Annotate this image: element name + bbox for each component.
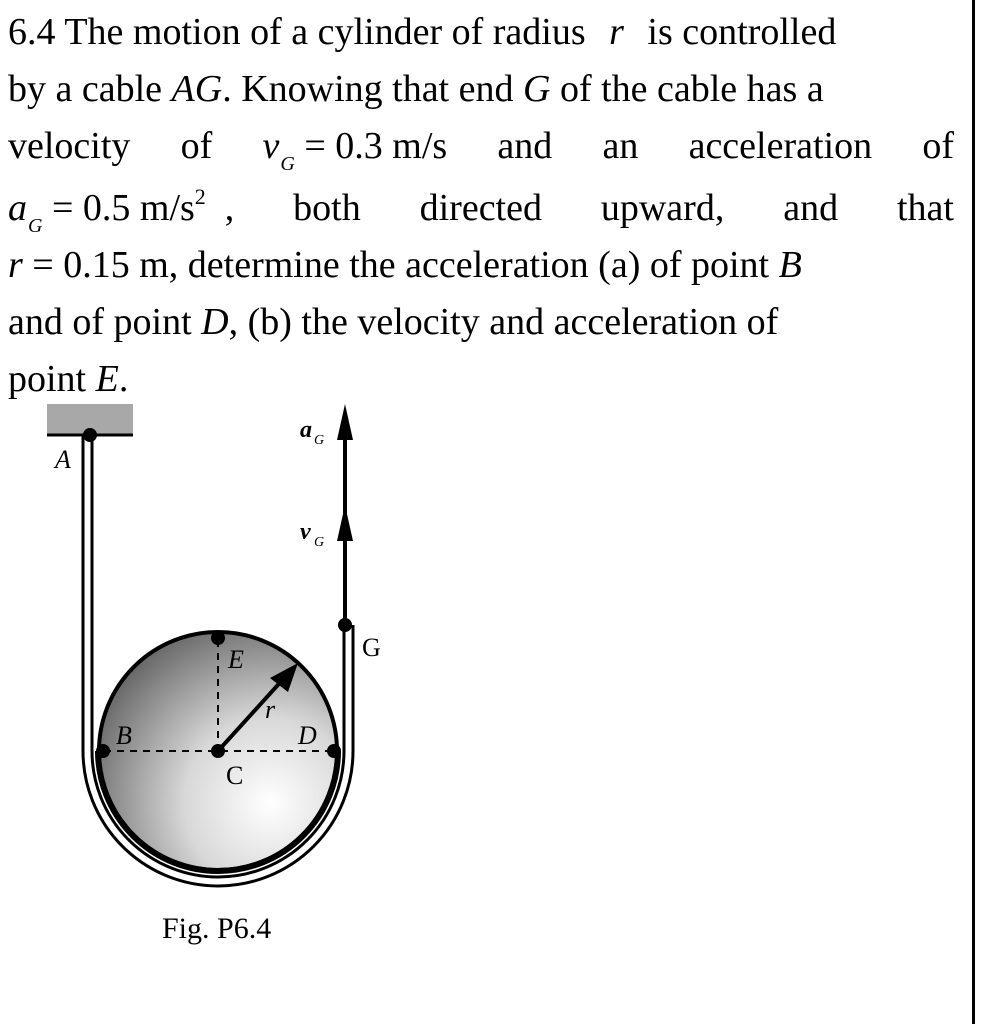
- problem-text: by a cable: [8, 68, 163, 110]
- point-E-marker: [211, 631, 225, 645]
- label-aG: a: [300, 417, 312, 443]
- problem-statement: [8, 4, 954, 408]
- problem-line-1: [8, 4, 954, 61]
- velocity-expression: [263, 118, 448, 175]
- symbol-subscript: G: [28, 215, 43, 237]
- problem-text: , (b) the velocity and acceleration of: [228, 301, 779, 343]
- superscript: 2: [194, 184, 206, 209]
- symbol-AG: AG: [171, 68, 223, 110]
- symbol-E: E: [95, 358, 119, 400]
- label-vG-subscript: G: [314, 535, 325, 550]
- symbol-G: G: [522, 68, 551, 110]
- problem-word: and: [497, 125, 553, 167]
- problem-word: upward,: [600, 187, 725, 229]
- problem-line-2: [8, 61, 954, 118]
- problem-text: and of point: [8, 301, 192, 343]
- label-aG-subscript: G: [314, 433, 325, 448]
- label-D: D: [298, 721, 317, 750]
- figure-caption: Fig. P6.4: [162, 912, 272, 945]
- symbol-subscript: G: [280, 153, 295, 175]
- problem-number: 6.4: [8, 11, 56, 53]
- point-D-marker: [327, 744, 341, 758]
- acceleration-expression: [8, 175, 234, 237]
- problem-text: .: [118, 358, 129, 400]
- point-B-marker: [96, 744, 110, 758]
- symbol-r: r: [8, 244, 23, 286]
- problem-line-5: [8, 237, 954, 294]
- problem-word: of: [180, 125, 213, 167]
- radius-value: = 0.15 m: [32, 244, 169, 286]
- symbol-r: r: [609, 11, 624, 53]
- problem-line-6: [8, 294, 954, 351]
- symbol-D: D: [201, 301, 229, 343]
- problem-word: directed: [419, 187, 542, 229]
- comma: ,: [224, 187, 235, 229]
- problem-word: that: [896, 187, 954, 229]
- symbol-v: v: [262, 125, 280, 167]
- label-B: B: [116, 721, 132, 750]
- problem-text: point: [8, 358, 87, 400]
- label-C: C: [226, 761, 244, 790]
- label-vG: v: [300, 519, 311, 545]
- symbol-a: a: [8, 187, 27, 229]
- cylinder-cable-diagram: [0, 390, 983, 1024]
- problem-text: The motion of a cylinder of radius: [64, 11, 586, 53]
- problem-text: is controlled: [647, 11, 837, 53]
- problem-word: both: [293, 187, 361, 229]
- point-C-marker: [211, 744, 225, 758]
- problem-text: of the cable has a: [559, 68, 824, 110]
- problem-text: . Knowing that end: [222, 68, 514, 110]
- acceleration-arrowhead: [337, 404, 353, 440]
- symbol-B: B: [778, 244, 802, 286]
- velocity-arrowhead: [337, 505, 353, 541]
- problem-word: and: [783, 187, 839, 229]
- label-G: G: [362, 633, 381, 662]
- problem-text: , determine the acceleration (a) of point: [168, 244, 770, 286]
- problem-word: an: [602, 125, 639, 167]
- label-r: r: [265, 695, 276, 724]
- problem-word: acceleration: [688, 125, 873, 167]
- label-A: A: [55, 445, 71, 474]
- label-E: E: [228, 645, 244, 674]
- point-G-marker: [338, 618, 352, 632]
- point-A-marker: [83, 428, 97, 442]
- problem-line-4: [8, 175, 954, 237]
- velocity-value: = 0.3 m/s: [304, 125, 448, 167]
- problem-word: of: [922, 125, 954, 167]
- figure-p6-4: [0, 390, 983, 1024]
- acceleration-value: = 0.5 m/s: [51, 187, 195, 229]
- problem-word: velocity: [8, 125, 131, 167]
- problem-line-3: [8, 118, 954, 175]
